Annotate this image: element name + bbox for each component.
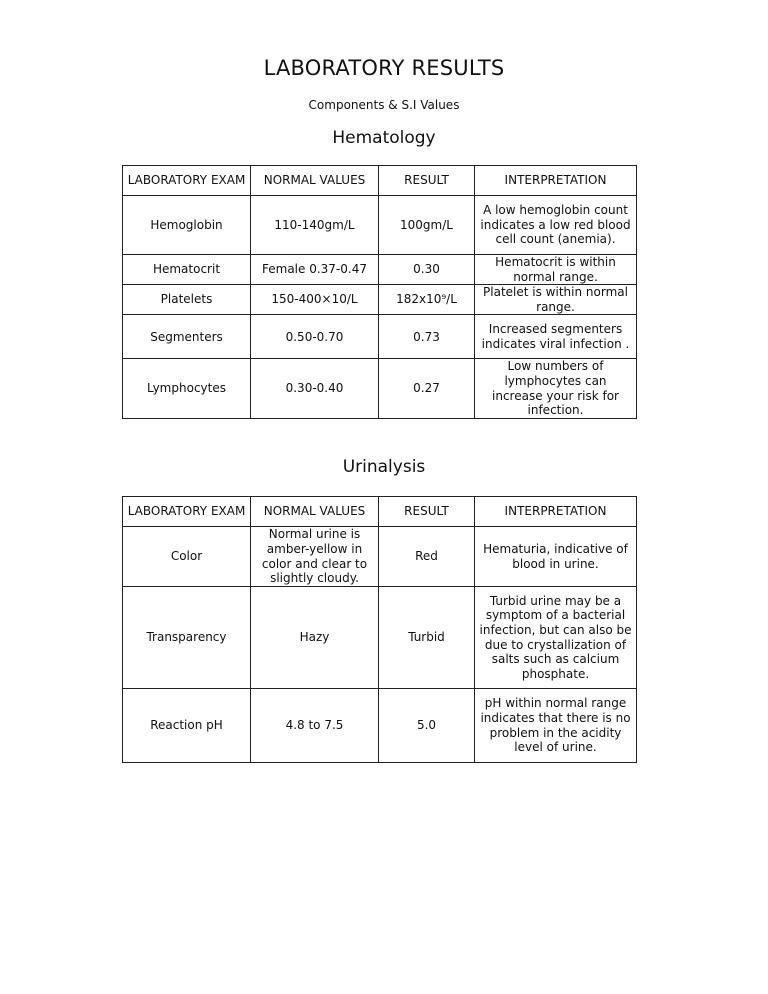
result-cell: 182x10⁹/L	[379, 285, 475, 315]
table-row	[123, 359, 637, 418]
exam-cell: Lymphocytes	[123, 359, 251, 418]
result-cell: Turbid	[379, 587, 475, 689]
interpretation-cell: Hematocrit is within normal range.	[475, 255, 637, 285]
column-header-interpretation: INTERPRETATION	[475, 497, 637, 527]
exam-cell: Hematocrit	[123, 255, 251, 285]
table-row	[123, 255, 637, 285]
table-row	[123, 196, 637, 255]
table-row	[123, 689, 637, 763]
table-row	[123, 587, 637, 689]
table-header-row	[123, 166, 637, 196]
normal-value-cell: 110-140gm/L	[251, 196, 379, 255]
normal-value-cell: 150-400×10/L	[251, 285, 379, 315]
exam-cell: Reaction pH	[123, 689, 251, 763]
interpretation-cell: Turbid urine may be a symptom of a bacterial infection, but can also be due to crystallization of salts such as calcium phosphate.	[475, 587, 637, 689]
exam-cell: Color	[123, 527, 251, 587]
interpretation-cell: Low numbers of lymphocytes can increase your risk for infection.	[475, 359, 637, 418]
table-row	[123, 315, 637, 359]
exam-cell: Hemoglobin	[123, 196, 251, 255]
interpretation-cell: Platelet is within normal range.	[475, 285, 637, 315]
urinalysis-table	[122, 496, 637, 763]
normal-value-cell: 0.30-0.40	[251, 359, 379, 418]
column-header-interpretation: INTERPRETATION	[475, 166, 637, 196]
hematology-table	[122, 165, 637, 419]
table-header-row	[123, 497, 637, 527]
result-cell: Red	[379, 527, 475, 587]
column-header-result: RESULT	[379, 166, 475, 196]
interpretation-cell: A low hemoglobin count indicates a low red blood cell count (anemia).	[475, 196, 637, 255]
exam-cell: Segmenters	[123, 315, 251, 359]
exam-cell: Platelets	[123, 285, 251, 315]
column-header-normal-values: NORMAL VALUES	[251, 166, 379, 196]
normal-value-cell: Hazy	[251, 587, 379, 689]
result-cell: 0.30	[379, 255, 475, 285]
interpretation-cell: pH within normal range indicates that there is no problem in the acidity level of urine.	[475, 689, 637, 763]
table-row	[123, 285, 637, 315]
result-cell: 100gm/L	[379, 196, 475, 255]
result-cell: 5.0	[379, 689, 475, 763]
interpretation-cell: Increased segmenters indicates viral infection .	[475, 315, 637, 359]
column-header-normal-values: NORMAL VALUES	[251, 497, 379, 527]
column-header-exam: LABORATORY EXAM	[123, 166, 251, 196]
result-cell: 0.27	[379, 359, 475, 418]
document-title: LABORATORY RESULTS	[263, 56, 505, 80]
column-header-result: RESULT	[379, 497, 475, 527]
column-header-exam: LABORATORY EXAM	[123, 497, 251, 527]
normal-value-cell: Female 0.37-0.47	[251, 255, 379, 285]
interpretation-cell: Hematuria, indicative of blood in urine.	[475, 527, 637, 587]
section-heading-hematology: Hematology	[332, 128, 436, 148]
section-heading-urinalysis: Urinalysis	[342, 457, 426, 477]
document-subtitle: Components & S.I Values	[308, 98, 460, 112]
normal-value-cell: Normal urine is amber-yellow in color and clear to slightly cloudy.	[251, 527, 379, 587]
normal-value-cell: 4.8 to 7.5	[251, 689, 379, 763]
table-row	[123, 527, 637, 587]
exam-cell: Transparency	[123, 587, 251, 689]
result-cell: 0.73	[379, 315, 475, 359]
normal-value-cell: 0.50-0.70	[251, 315, 379, 359]
